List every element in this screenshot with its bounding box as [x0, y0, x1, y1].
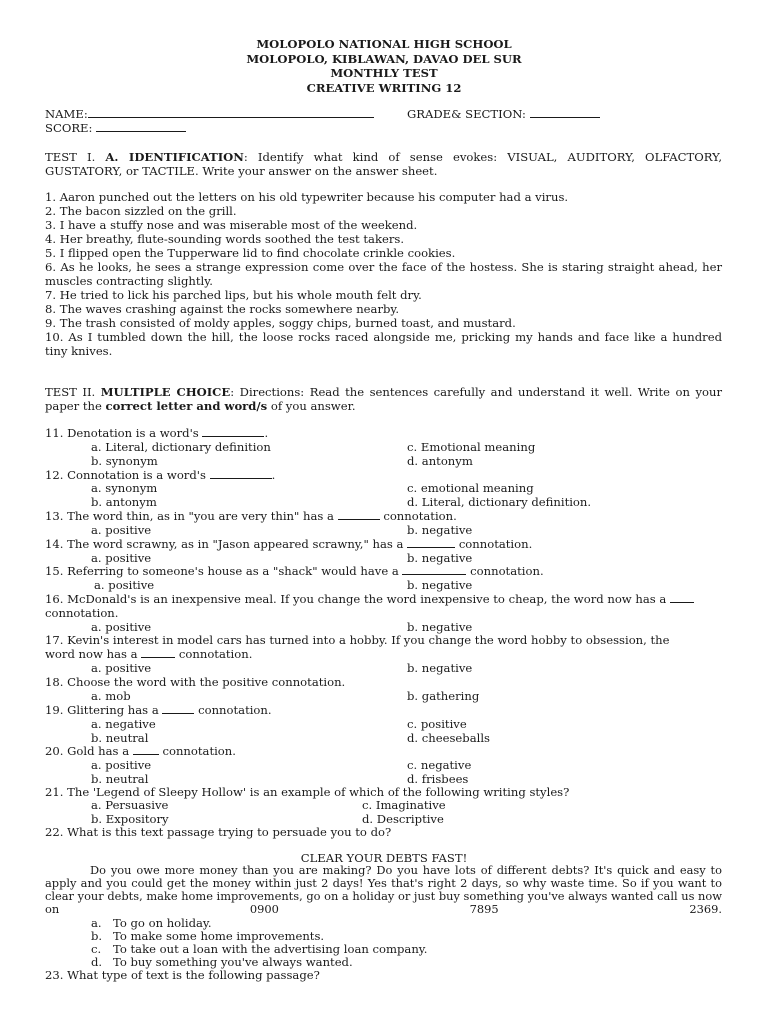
- question-19: [45, 703, 272, 717]
- option[interactable]: a. positive: [94, 578, 155, 592]
- option[interactable]: b. negative: [407, 620, 473, 634]
- question-23: 23. What type of text is the following passage?: [45, 968, 320, 982]
- option[interactable]: a. positive: [91, 620, 152, 634]
- grade-section-blank[interactable]: [530, 107, 600, 118]
- option[interactable]: a. positive: [91, 758, 152, 772]
- test2-instructions: [45, 385, 722, 413]
- option[interactable]: [91, 929, 324, 943]
- option[interactable]: b. synonym: [91, 454, 158, 468]
- test1-item: 1. Aaron punched out the letters on his old typewriter because his computer had a virus.: [45, 190, 569, 204]
- option[interactable]: [91, 916, 212, 930]
- option[interactable]: b. negative: [407, 551, 473, 565]
- option[interactable]: c. Emotional meaning: [407, 440, 536, 454]
- option[interactable]: a. negative: [91, 717, 156, 731]
- test1-item: 5. I flipped open the Tupperware lid to find chocolate crinkle cookies.: [45, 246, 456, 260]
- question-11: [45, 426, 268, 440]
- test1-item: 8. The waves crashing against the rocks somewhere nearby.: [45, 302, 400, 316]
- grade-section-field: [407, 107, 600, 121]
- question-text-end: connotation.: [178, 647, 253, 661]
- test2-title: MULTIPLE CHOICE: [100, 385, 231, 399]
- test1-item: 7. He tried to lick his parched lips, but his whole mouth felt dry.: [45, 288, 422, 302]
- test2-instructions-text: : Directions: Read the sentences carefully and understand it well. Write on your paper the: [45, 385, 723, 413]
- test1-item: 10. As I tumbled down the hill, the loose rocks raced alongside me, pricking my hands and face like a hundred tiny knives.: [45, 330, 722, 358]
- question-text: 13. The word thin, as in "you are very thin" has a: [45, 509, 334, 523]
- answer-blank[interactable]: [338, 509, 380, 520]
- answer-blank[interactable]: [670, 592, 694, 603]
- question-18: 18. Choose the word with the positive connotation.: [45, 675, 346, 689]
- option[interactable]: [91, 942, 428, 956]
- option[interactable]: [91, 955, 353, 969]
- test1-item: 6. As he looks, he sees a strange expression come over the face of the hostess. She is staring straight ahead, her muscles contracting slightly.: [45, 260, 722, 288]
- question-text-end: connotation.: [458, 537, 533, 551]
- answer-blank[interactable]: [133, 744, 159, 755]
- answer-blank[interactable]: [407, 537, 455, 548]
- option[interactable]: c. Imaginative: [362, 798, 446, 812]
- option[interactable]: b. Expository: [91, 812, 169, 826]
- option[interactable]: b. negative: [407, 523, 473, 537]
- test1-item: 2. The bacon sizzled on the grill.: [45, 204, 237, 218]
- test1-instructions-text: : Identify what kind of sense evokes: VISUAL, AUDITORY, OLFACTORY, GUSTATORY, or TACTILE. Write your answer on the answer sheet.: [45, 150, 722, 178]
- option[interactable]: b. negative: [407, 661, 473, 675]
- option[interactable]: b. negative: [407, 578, 473, 592]
- answer-blank[interactable]: [402, 564, 466, 575]
- option-text: To go on holiday.: [113, 916, 212, 930]
- option[interactable]: b. neutral: [91, 772, 149, 786]
- score-label: SCORE:: [45, 121, 93, 135]
- option-text: To make some home improvements.: [113, 929, 325, 943]
- school-name: MOLOPOLO NATIONAL HIGH SCHOOL: [256, 37, 512, 51]
- name-label: NAME:: [45, 107, 88, 121]
- question-12: [45, 468, 275, 482]
- test2-instructions-end: of you answer.: [267, 399, 356, 413]
- option[interactable]: c. negative: [407, 758, 472, 772]
- question-text: 15. Referring to someone's house as a "shack" would have a: [45, 564, 399, 578]
- question-text-continued: connotation.: [45, 606, 119, 620]
- option-text: To take out a loan with the advertising loan company.: [113, 942, 428, 956]
- name-field: [45, 107, 374, 121]
- question-text: 16. McDonald's is an inexpensive meal. If you change the word inexpensive to cheap, the word now has a: [45, 592, 667, 606]
- question-13: [45, 509, 457, 523]
- name-blank[interactable]: [88, 107, 374, 118]
- option-letter: c.: [91, 942, 102, 956]
- test1-item: 3. I have a stuffy nose and was miserable most of the weekend.: [45, 218, 418, 232]
- test1-item: 4. Her breathy, flute-sounding words soothed the test takers.: [45, 232, 405, 246]
- option[interactable]: a. positive: [91, 661, 152, 675]
- test2-label: TEST II.: [45, 385, 96, 399]
- option[interactable]: b. antonym: [91, 495, 157, 509]
- option[interactable]: a. positive: [91, 551, 152, 565]
- option[interactable]: b. gathering: [407, 689, 480, 703]
- subject-title: CREATIVE WRITING 12: [306, 80, 462, 95]
- test1-instructions: [45, 150, 722, 178]
- question-text-end: connotation.: [162, 744, 236, 758]
- question-text: 12. Connotation is a word's: [45, 468, 206, 482]
- option[interactable]: a. mob: [91, 689, 131, 703]
- question-text-end: connotation.: [198, 703, 272, 717]
- passage-title: CLEAR YOUR DEBTS FAST!: [300, 851, 468, 865]
- option[interactable]: d. Literal, dictionary definition.: [407, 495, 592, 509]
- option-letter: a.: [91, 916, 102, 930]
- passage-body: Do you owe more money than you are making? Do you have lots of different debts? It's quick and easy to apply and you could get the money within just 2 days! Yes that's right 2 days, so why waste time. So if you want to clear your debts, make home improvements, go on a holiday or just buy something you've always wanted call us now on 0900 7895 2369.: [45, 863, 722, 916]
- question-text: 20. Gold has a: [45, 744, 130, 758]
- question-17: 17. Kevin's interest in model cars has turned into a hobby. If you change the word hobby to obsession, the: [45, 633, 670, 647]
- option[interactable]: d. cheeseballs: [407, 731, 490, 745]
- test2-instructions-emphasis: correct letter and word/s: [105, 399, 268, 413]
- test1-label: TEST I.: [45, 150, 96, 164]
- option[interactable]: c. emotional meaning: [407, 481, 534, 495]
- option[interactable]: d. frisbees: [407, 772, 469, 786]
- question-text: word now has a: [45, 647, 138, 661]
- document-header: [0, 37, 768, 95]
- question-text: 14. The word scrawny, as in "Jason appeared scrawny," has a: [45, 537, 404, 551]
- option[interactable]: d. antonym: [407, 454, 473, 468]
- school-address: MOLOPOLO, KIBLAWAN, DAVAO DEL SUR: [246, 51, 522, 66]
- option[interactable]: a. Persuasive: [91, 798, 169, 812]
- test1-item: 9. The trash consisted of moldy apples, soggy chips, burned toast, and mustard.: [45, 316, 516, 330]
- answer-blank[interactable]: [141, 647, 175, 658]
- test1-title: A. IDENTIFICATION: [105, 150, 244, 164]
- option[interactable]: d. Descriptive: [362, 812, 444, 826]
- question-14: [45, 537, 532, 551]
- question-22: 22. What is this text passage trying to persuade you to do?: [45, 825, 392, 839]
- question-15: [45, 564, 544, 578]
- answer-blank[interactable]: [210, 468, 272, 479]
- test-name: MONTHLY TEST: [330, 66, 438, 81]
- question-end: .: [264, 426, 269, 440]
- question-21: 21. The 'Legend of Sleepy Hollow' is an example of which of the following writing styles?: [45, 785, 570, 799]
- question-text-end: connotation.: [470, 564, 544, 578]
- option[interactable]: b. neutral: [91, 731, 149, 745]
- option[interactable]: c. positive: [407, 717, 467, 731]
- answer-blank[interactable]: [202, 426, 264, 437]
- question-16: [45, 592, 694, 606]
- score-field: [45, 121, 186, 135]
- question-text-end: connotation.: [383, 509, 457, 523]
- grade-section-label: GRADE& SECTION:: [407, 107, 526, 121]
- question-text: 19. Glittering has a: [45, 703, 159, 717]
- option[interactable]: a. Literal, dictionary definition: [91, 440, 271, 454]
- question-text: 11. Denotation is a word's: [45, 426, 199, 440]
- score-blank[interactable]: [96, 121, 186, 132]
- option-letter: b.: [91, 929, 103, 943]
- option-text: To buy something you've always wanted.: [113, 955, 353, 969]
- answer-blank[interactable]: [162, 703, 194, 714]
- option[interactable]: a. synonym: [91, 481, 158, 495]
- question-end: .: [271, 468, 276, 482]
- option-letter: d.: [91, 955, 103, 969]
- question-text-continued: [45, 647, 252, 661]
- question-20: [45, 744, 236, 758]
- option[interactable]: a. positive: [91, 523, 152, 537]
